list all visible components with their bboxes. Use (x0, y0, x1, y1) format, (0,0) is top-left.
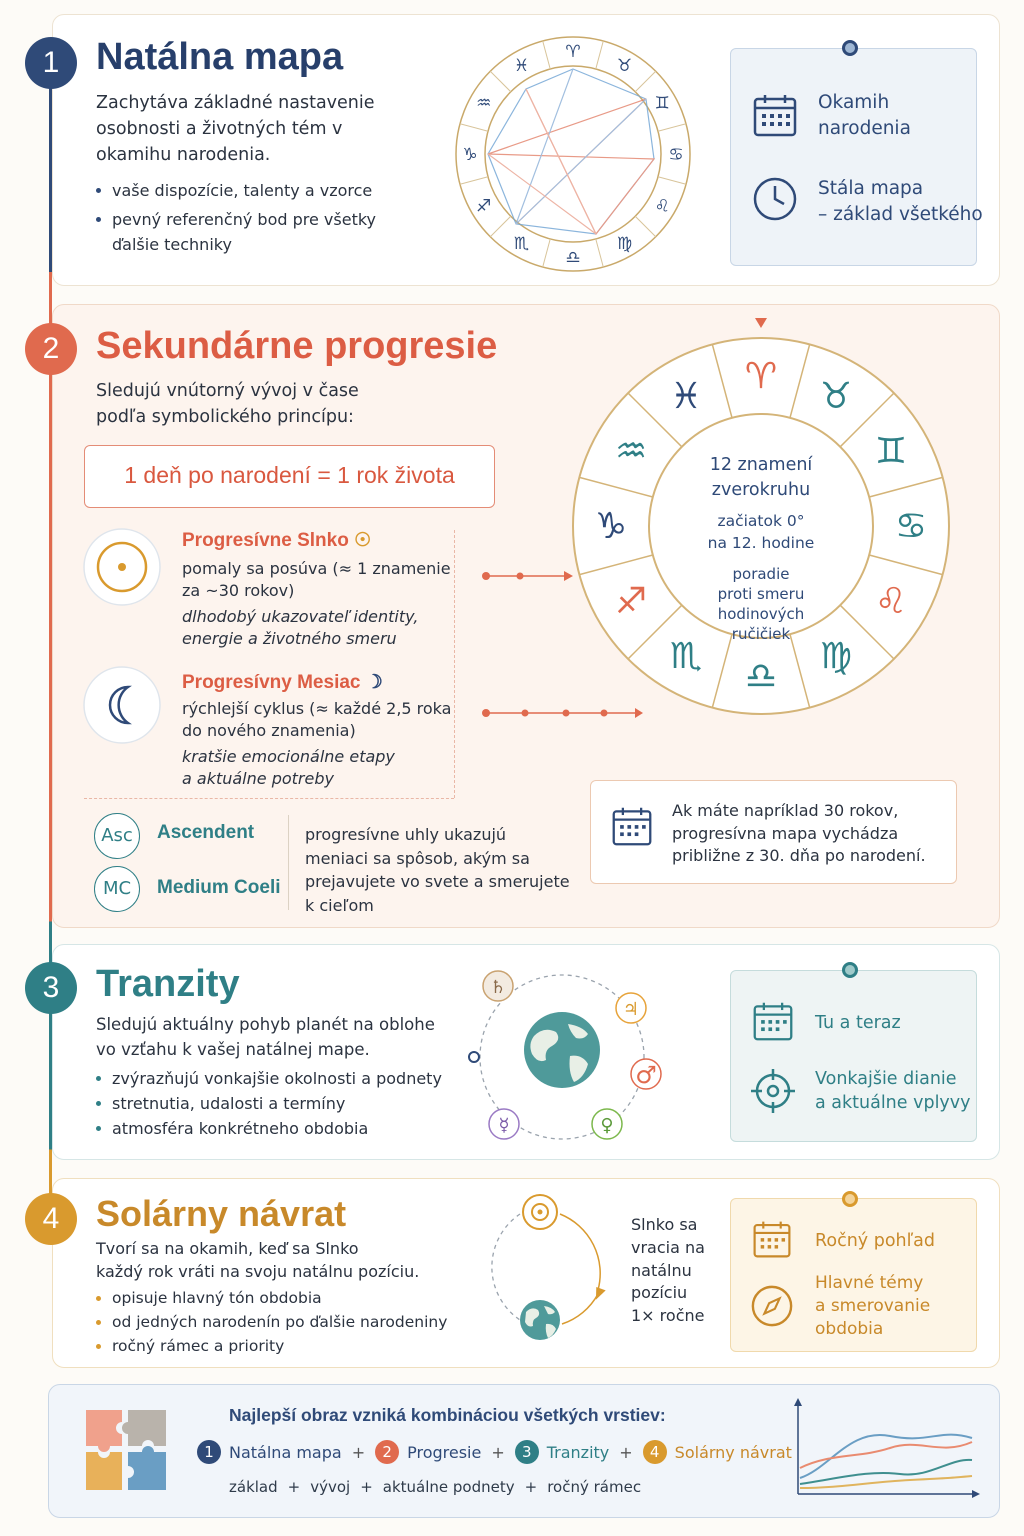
zodiac-sign-glyph: ♑ (594, 506, 628, 547)
wheel-center-text: hodinových (717, 605, 805, 623)
zodiac-sign-glyph: ♐ (476, 196, 492, 217)
summary-heading: Najlepší obraz vzniká kombináciou všetkých vrstiev: (229, 1405, 666, 1425)
wheel-center-text: proti smeru (717, 585, 805, 603)
clock-icon (752, 176, 798, 222)
moon-icon (82, 665, 162, 745)
wheel-divider (596, 239, 604, 267)
trend-lines-icon (790, 1398, 980, 1502)
bullet-list (96, 178, 416, 257)
summary-number-badge: 1 (197, 1440, 221, 1464)
section-number-badge: 2 (25, 323, 77, 375)
zodiac-sign-glyph: ♊ (874, 431, 908, 472)
wheel-divider (635, 216, 656, 237)
section-description: Tvorí sa na okamih, keď sa Slnko každý rok vráti na svoju natálnu pozíciu. (96, 1239, 420, 1281)
sun-description: pomaly sa posúva (≈ 1 znamenie za ~30 rokov) dlhodobý ukazovateľ identity, energie a životného smeru (182, 559, 451, 648)
wheel-divider (543, 41, 551, 69)
mc-badge: MC (94, 866, 140, 912)
section-title: Solárny návrat (96, 1193, 347, 1234)
plus-sign: + (619, 1442, 633, 1462)
wheel-center-text: začiatok 0° (717, 512, 805, 530)
mc-label: Medium Coeli (157, 877, 281, 898)
summary-items (197, 1440, 792, 1464)
list-item: zvýrazňujú vonkajšie okolnosti a podnety (96, 1066, 456, 1091)
zodiac-sign-glyph: ♓ (669, 376, 703, 418)
summary-item-label: Progresie (407, 1442, 482, 1462)
section-description: Sledujú aktuálny pohyb planét na oblohe vo vzťahu k vašej natálnej mape. (96, 1015, 435, 1059)
zodiac-sign-glyph: ♈ (565, 42, 581, 62)
wheel-center-text: na 12. hodine (707, 534, 815, 552)
planet-glyph: ♃ (622, 999, 640, 1020)
zodiac-sign-glyph: ♊ (654, 93, 670, 114)
zodiac-sign-glyph: ♎ (744, 656, 778, 697)
wheel-divider (460, 124, 488, 132)
moon-title: Progresívny Mesiac ☽ (182, 672, 383, 693)
section-description: Zachytáva základné nastavenie osobnosti a životných tém v okamihu narodenia. (96, 93, 375, 165)
section-number-badge: 3 (25, 962, 77, 1014)
side-item-label: Okamih narodenia (818, 92, 911, 139)
bullet-list (96, 1286, 476, 1358)
side-item-label: Tu a teraz (815, 1013, 901, 1033)
wheel-divider (635, 71, 656, 92)
zodiac-sign-glyph: ♌ (874, 581, 908, 622)
wheel-divider (596, 41, 604, 69)
moon-description: rýchlejší cyklus (≈ každé 2,5 roka do nového znamenia) kratšie emocionálne etapy a aktuálne potreby (182, 699, 452, 788)
zodiac-sign-glyph: ♏ (513, 234, 530, 255)
zodiac-sign-glyph: ♒ (476, 93, 492, 114)
calendar-icon (611, 805, 653, 847)
sun-icon (523, 1195, 557, 1229)
zodiac-sign-glyph: ♈ (744, 356, 778, 397)
bullet-list (96, 1066, 456, 1141)
zodiac-sign-glyph: ♑ (462, 145, 478, 165)
list-item: od jedných narodenín po ďalšie narodeniny (96, 1310, 476, 1334)
section-title: Sekundárne progresie (96, 325, 498, 367)
summary-item-label: Solárny návrat (674, 1442, 792, 1462)
wheel-divider (658, 177, 686, 185)
summary-number-badge: 4 (643, 1440, 667, 1464)
puzzle-icon (84, 1408, 168, 1492)
zodiac-sign-glyph: ♋ (668, 145, 684, 165)
pin-icon (842, 40, 858, 56)
wheel-center-text: ručičiek (731, 625, 791, 643)
dashed-divider (454, 530, 455, 798)
asc-badge: Asc (94, 813, 140, 859)
side-item-label: Hlavné témy a smerovanie obdobia (815, 1273, 931, 1339)
wheel-divider (490, 216, 511, 237)
plus-sign: + (351, 1442, 366, 1462)
planet-glyph: ♄ (489, 977, 507, 998)
calendar-icon (752, 1000, 794, 1042)
summary-number-badge: 2 (375, 1440, 399, 1464)
zodiac-sign-glyph: ♌ (654, 196, 670, 217)
asc-label: Ascendent (157, 822, 255, 843)
compass-icon (750, 1284, 794, 1328)
pin-icon (842, 962, 858, 978)
zodiac-sign-glyph: ♉ (819, 376, 853, 418)
side-item-label: Vonkajšie dianie a aktuálne vplyvy (815, 1069, 971, 1113)
natal-side-panel (730, 48, 977, 266)
zodiac-sign-glyph: ♐ (614, 581, 648, 622)
zodiac-sign-glyph: ♏ (669, 635, 703, 677)
section-number-badge: 1 (25, 37, 77, 89)
summary-number-badge: 3 (515, 1440, 539, 1464)
zodiac-wheel (570, 314, 950, 718)
example-text: Ak máte napríklad 30 rokov, progresívna mapa vychádza približne z 30. dňa po narodení. (672, 801, 926, 865)
zodiac-sign-glyph: ♋ (894, 506, 928, 547)
transit-orbit-diagram (462, 964, 662, 1148)
summary-subline: základ + vývoj + aktuálne podnety + ročný rámec (229, 1478, 642, 1496)
plus-sign: + (491, 1442, 505, 1462)
dashed-divider (84, 798, 454, 799)
list-item: ročný rámec a priority (96, 1334, 476, 1358)
wheel-center-title: 12 znamení (709, 455, 813, 475)
zodiac-sign-glyph: ♍ (819, 635, 853, 677)
sun-symbol-icon: ☉ (354, 530, 372, 551)
planet-glyph: ☿ (498, 1115, 510, 1136)
wheel-divider (543, 239, 551, 267)
wheel-center-text: poradie (732, 565, 790, 583)
summary-item-label: Tranzity (546, 1442, 610, 1462)
wheel-center-title: zverokruhu (711, 480, 811, 500)
globe-icon (520, 1300, 560, 1340)
zodiac-sign-glyph: ♍ (616, 234, 633, 255)
wheel-divider (490, 71, 511, 92)
globe-icon (524, 1012, 600, 1088)
section-number-badge: 4 (25, 1193, 77, 1245)
calendar-icon (752, 1219, 792, 1259)
list-item: stretnutia, udalosti a termíny (96, 1091, 456, 1116)
section-title: Tranzity (96, 963, 240, 1005)
calendar-icon (752, 92, 798, 138)
planet-glyph: ♀ (600, 1115, 614, 1136)
wheel-divider (658, 124, 686, 132)
list-item: opisuje hlavný tón obdobia (96, 1286, 476, 1310)
zodiac-sign-glyph: ♓ (513, 55, 530, 76)
section-title: Natálna mapa (96, 36, 344, 78)
vertical-divider (288, 815, 289, 910)
angles-description: progresívne uhly ukazujú meniaci sa spôsob, akým sa prejavujete vo svete a smerujete k cieľom (305, 825, 570, 915)
moon-symbol-icon: ☽ (365, 672, 383, 693)
natal-chart-wheel (446, 34, 700, 274)
zodiac-sign-glyph: ♒ (614, 431, 648, 472)
cycle-text: Slnko sa vracia na natálnu pozíciu 1× ročne (631, 1215, 705, 1326)
crosshair-icon (750, 1068, 796, 1114)
transits-side-panel (730, 970, 977, 1142)
planet-glyph: ♂ (635, 1061, 657, 1089)
list-item: pevný referenčný bod pre všetky ďalšie techniky (96, 207, 416, 257)
sun-icon (82, 527, 162, 607)
sun-title: Progresívne Slnko ☉ (182, 530, 372, 551)
pin-icon (842, 1191, 858, 1207)
side-item-label: Stála mapa – základ všetkého (818, 178, 983, 225)
section-description: Sledujú vnútorný vývoj v čase podľa symbolického princípu: (96, 381, 359, 427)
side-item-label: Ročný pohľad (815, 1231, 936, 1251)
wheel-divider (460, 177, 488, 185)
list-item: vaše dispozície, talenty a vzorce (96, 178, 416, 203)
list-item: atmosféra konkrétneho obdobia (96, 1116, 456, 1141)
summary-item-label: Natálna mapa (229, 1442, 342, 1462)
sun-arrow-connector (480, 566, 575, 586)
zodiac-sign-glyph: ♉ (616, 55, 633, 76)
solar-return-cycle-diagram (470, 1190, 620, 1350)
zodiac-sign-glyph: ♎ (565, 248, 581, 268)
formula-text: 1 deň po narodení = 1 rok života (124, 462, 455, 488)
